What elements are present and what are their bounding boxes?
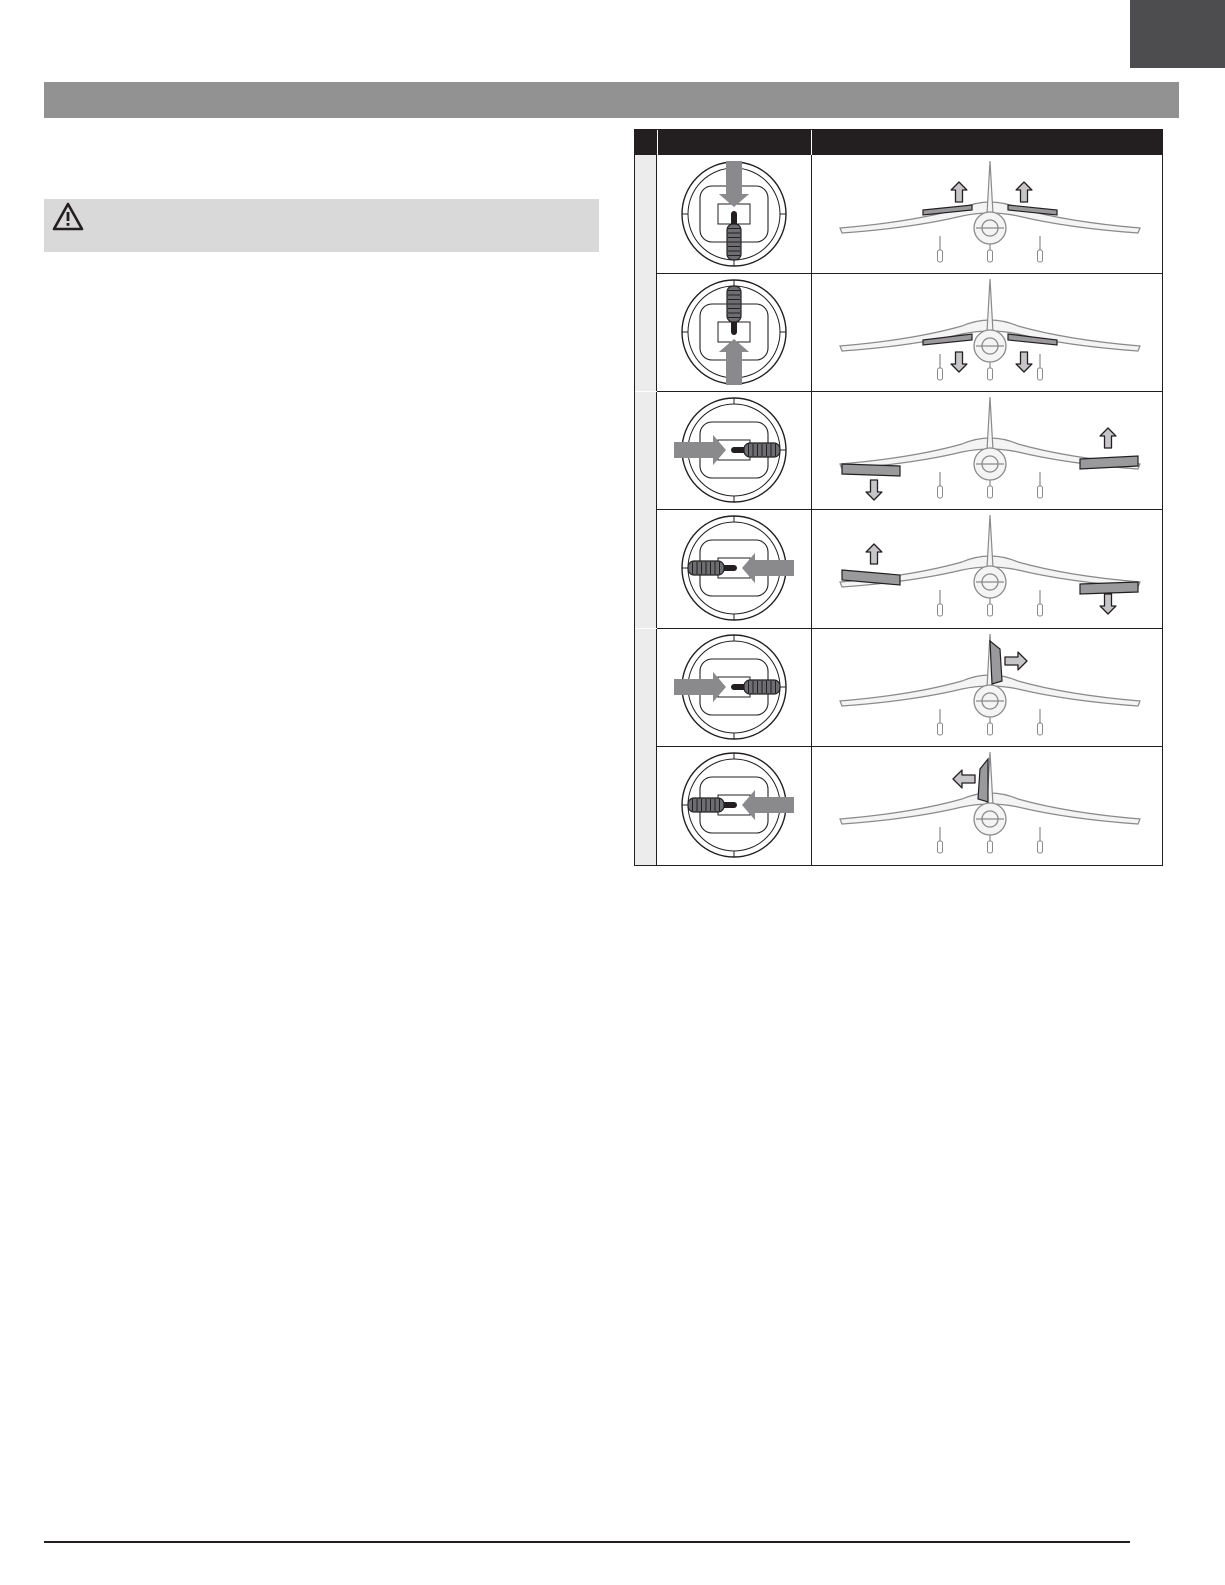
stick-up-icon <box>658 274 811 391</box>
table-header <box>635 130 1162 155</box>
stick-down-icon <box>658 156 811 273</box>
warning-box <box>44 199 599 252</box>
stick-left-icon <box>658 510 811 627</box>
aileron-group-cell <box>635 392 657 629</box>
elevator-down-icon <box>812 274 1162 391</box>
warning-triangle-icon <box>52 202 84 232</box>
stick-right-icon <box>658 392 811 509</box>
stick-right-icon <box>658 629 811 746</box>
elevator-up-icon <box>812 156 1162 273</box>
elevator-group-cell <box>635 155 657 392</box>
rudder-group-cell <box>635 629 657 865</box>
control-direction-table <box>634 129 1163 866</box>
stick-left-icon <box>658 747 811 864</box>
section-header-bar <box>44 82 1179 118</box>
aileron-left-roll-icon <box>812 510 1162 627</box>
rudder-left-icon <box>812 747 1162 864</box>
rudder-right-icon <box>812 629 1162 746</box>
page-corner-tab <box>1130 0 1225 68</box>
footer-rule <box>44 1541 1130 1543</box>
aileron-right-roll-icon <box>812 392 1162 509</box>
